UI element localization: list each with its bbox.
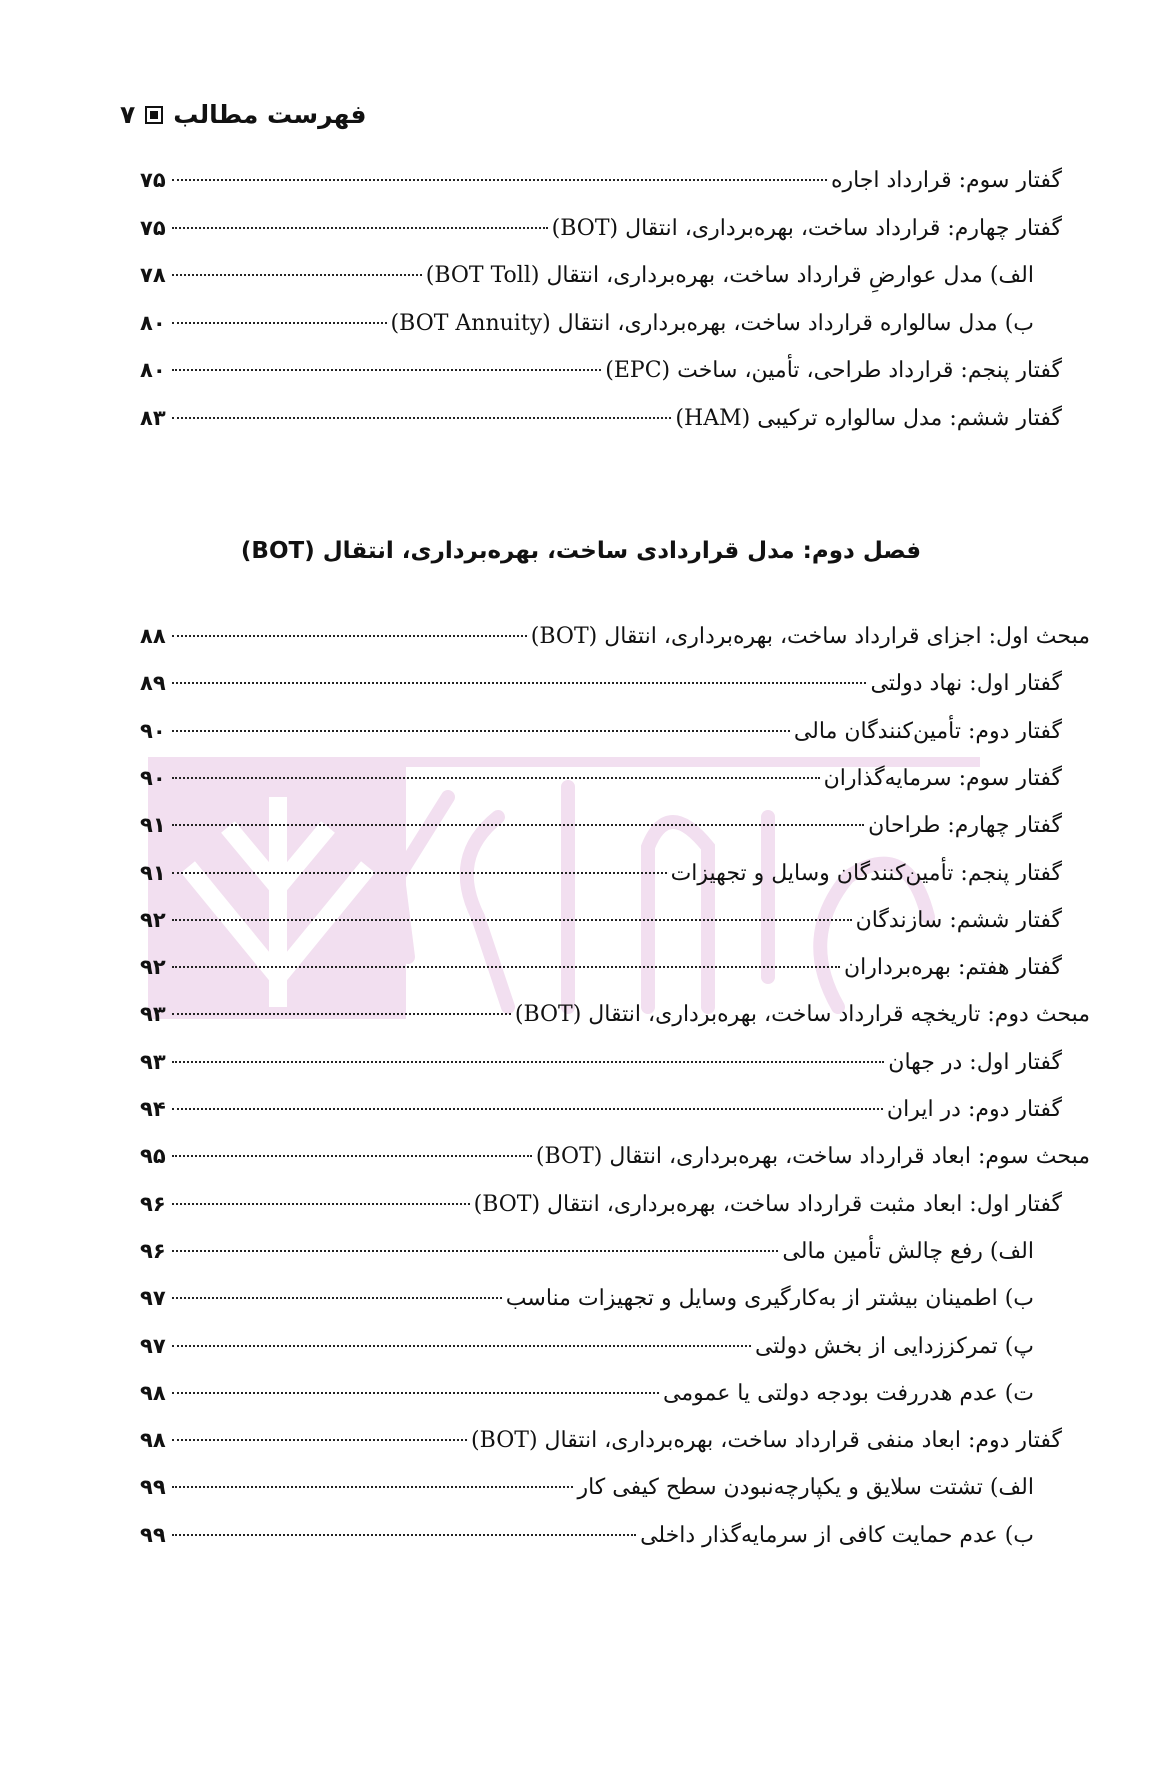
toc-entry-page: ۸۹ <box>140 671 166 696</box>
toc-entry-title: گفتار چهارم: طراحان <box>868 813 1062 839</box>
toc-entry-title: الف) رفع چالش تأمین مالی <box>782 1238 1034 1264</box>
toc-entry[interactable] <box>140 1422 1062 1458</box>
toc-entry-page: ۸۸ <box>140 624 166 648</box>
toc-entry-title: مبحث سوم: ابعاد قرارداد ساخت، بهره‌برداری، انتقال (BOT) <box>535 1144 1090 1170</box>
dot-leader <box>172 322 387 324</box>
toc-entry[interactable] <box>140 1091 1062 1127</box>
toc-entry-title: ت) عدم هدررفت بودجه دولتی یا عمومی <box>662 1380 1034 1406</box>
toc-entry-title: ب) عدم حمایت کافی از سرمایه‌گذار داخلی <box>640 1522 1034 1548</box>
toc-entry-page: ۷۵ <box>140 215 166 240</box>
toc-entry[interactable] <box>140 1375 1062 1411</box>
dot-leader <box>172 1203 470 1205</box>
toc-entry[interactable] <box>140 996 1090 1032</box>
toc-entry[interactable] <box>140 949 1062 985</box>
toc-entry-title: گفتار سوم: قرارداد اجاره <box>830 168 1062 193</box>
toc-entry[interactable] <box>140 305 1062 341</box>
toc-entry-page: ۹۰ <box>140 718 166 743</box>
toc-entry-page: ۹۱ <box>140 813 166 838</box>
dot-leader <box>172 227 548 229</box>
toc-entry-page: ۹۳ <box>140 1002 166 1027</box>
dot-leader <box>172 1439 467 1441</box>
toc-entry-title: گفتار هفتم: بهره‌برداران <box>844 955 1062 981</box>
toc-entry-title: گفتار چهارم: قرارداد ساخت، بهره‌برداری، انتقال (BOT) <box>551 215 1062 241</box>
boxed-square-icon <box>145 106 163 124</box>
toc-entry-page: ۹۰ <box>140 765 166 790</box>
toc-entry[interactable] <box>140 807 1062 843</box>
dot-leader <box>172 730 790 732</box>
toc-entry[interactable] <box>140 1328 1062 1364</box>
toc-entry[interactable] <box>140 618 1090 654</box>
page-header <box>120 100 367 129</box>
dot-leader <box>172 179 827 181</box>
toc-entry-title: مبحث دوم: تاریخچه قرارداد ساخت، بهره‌برداری، انتقال (BOT) <box>514 1002 1090 1028</box>
dot-leader <box>172 1061 884 1063</box>
toc-entry-page: ۹۹ <box>140 1522 166 1547</box>
dot-leader <box>172 274 422 276</box>
toc-entry-title: ب) اطمینان بیشتر از به‌کارگیری وسایل و تجهیزات مناسب <box>505 1286 1034 1312</box>
dot-leader <box>172 966 840 968</box>
toc-entry-page: ۹۹ <box>140 1475 166 1500</box>
toc-entry-page: ۹۱ <box>140 860 166 885</box>
toc-entry-page: ۸۰ <box>140 358 166 382</box>
toc-entry[interactable] <box>140 1517 1062 1553</box>
chapter-heading: فصل دوم: مدل قراردادی ساخت، بهره‌برداری، انتقال (BOT) <box>240 538 922 564</box>
toc-entry-title: ب) مدل سالواره قرارداد ساخت، بهره‌برداری، انتقال (BOT Annuity) <box>390 310 1034 336</box>
toc-entry-page: ۷۵ <box>140 168 166 192</box>
toc-entry-title: گفتار دوم: تأمین‌کنندگان مالی <box>793 718 1062 744</box>
toc-entry[interactable] <box>140 1280 1062 1316</box>
toc-entry-title: الف) تشتت سلایق و یکپارچه‌نبودن سطح کیفی کار <box>577 1475 1034 1501</box>
dot-leader <box>172 1108 883 1110</box>
toc-entry[interactable] <box>140 257 1062 293</box>
toc-entry-page: ۹۸ <box>140 1380 166 1405</box>
toc-entry-page: ۹۵ <box>140 1144 166 1169</box>
toc-entry[interactable] <box>140 665 1062 701</box>
toc-entry-page: ۷۸ <box>140 263 166 287</box>
dot-leader <box>172 1013 511 1015</box>
toc-entry[interactable] <box>140 713 1062 749</box>
dot-leader <box>172 682 866 684</box>
toc-entry-page: ۹۸ <box>140 1428 166 1453</box>
toc-entry-page: ۹۷ <box>140 1333 166 1358</box>
toc-entry-title: گفتار اول: در جهان <box>888 1049 1062 1075</box>
toc-entry[interactable] <box>140 400 1062 436</box>
toc-entry-title: گفتار ششم: مدل سالواره ترکیبی (HAM) <box>675 405 1062 431</box>
toc-entry-title: پ) تمرکززدایی از بخش دولتی <box>754 1333 1034 1359</box>
dot-leader <box>172 417 671 419</box>
toc-entry-title: گفتار ششم: سازندگان <box>855 907 1062 933</box>
header-title: فهرست مطالب <box>173 100 367 129</box>
dot-leader <box>172 1345 751 1347</box>
toc-entry-title: الف) مدل عوارضِ قرارداد ساخت، بهره‌برداری، انتقال (BOT Toll) <box>425 263 1034 288</box>
toc-entry[interactable] <box>140 162 1062 198</box>
toc-entry-page: ۹۲ <box>140 907 166 932</box>
toc-entry[interactable] <box>140 1138 1090 1174</box>
dot-leader <box>172 1155 532 1157</box>
toc-entry-title: گفتار سوم: سرمایه‌گذاران <box>823 765 1062 791</box>
toc-entry-title: گفتار دوم: در ایران <box>886 1097 1062 1122</box>
dot-leader <box>172 872 667 874</box>
toc-entry[interactable] <box>140 210 1062 246</box>
toc-entry-title: گفتار اول: ابعاد مثبت قرارداد ساخت، بهره‌برداری، انتقال (BOT) <box>473 1191 1062 1217</box>
toc-entry-page: ۹۳ <box>140 1049 166 1074</box>
dot-leader <box>172 635 527 637</box>
toc-entry-page: ۸۰ <box>140 310 166 335</box>
dot-leader <box>172 369 601 371</box>
toc-entry-page: ۹۶ <box>140 1191 166 1216</box>
toc-entry[interactable] <box>140 1186 1062 1222</box>
toc-entry-title: گفتار دوم: ابعاد منفی قرارداد ساخت، بهره‌برداری، انتقال (BOT) <box>471 1428 1062 1454</box>
dot-leader <box>172 824 864 826</box>
toc-entry-page: ۹۷ <box>140 1286 166 1311</box>
dot-leader <box>172 777 820 779</box>
dot-leader <box>172 1486 573 1488</box>
toc-entry[interactable] <box>140 855 1062 891</box>
dot-leader <box>172 1392 659 1394</box>
toc-entry-page: ۹۶ <box>140 1238 166 1263</box>
toc-entry-title: گفتار اول: نهاد دولتی <box>870 671 1062 697</box>
toc-entry-page: ۸۳ <box>140 405 166 430</box>
dot-leader <box>172 1297 502 1299</box>
toc-entry[interactable] <box>140 902 1062 938</box>
toc-entry[interactable] <box>140 1233 1062 1269</box>
dot-leader <box>172 1534 636 1536</box>
toc-entry[interactable] <box>140 352 1062 388</box>
toc-entry[interactable] <box>140 1469 1062 1505</box>
toc-entry-title: مبحث اول: اجزای قرارداد ساخت، بهره‌برداری، انتقال (BOT) <box>530 624 1090 649</box>
header-page-number: ۷ <box>120 100 136 129</box>
toc-entry[interactable] <box>140 760 1062 796</box>
dot-leader <box>172 1250 778 1252</box>
toc-entry-title: گفتار پنجم: قرارداد طراحی، تأمین، ساخت (EPC) <box>605 358 1062 383</box>
dot-leader <box>172 919 852 921</box>
toc-entry-page: ۹۲ <box>140 955 166 980</box>
toc-entry-title: گفتار پنجم: تأمین‌کنندگان وسایل و تجهیزات <box>670 860 1062 886</box>
toc-entry[interactable] <box>140 1044 1062 1080</box>
toc-entry-page: ۹۴ <box>140 1097 166 1121</box>
